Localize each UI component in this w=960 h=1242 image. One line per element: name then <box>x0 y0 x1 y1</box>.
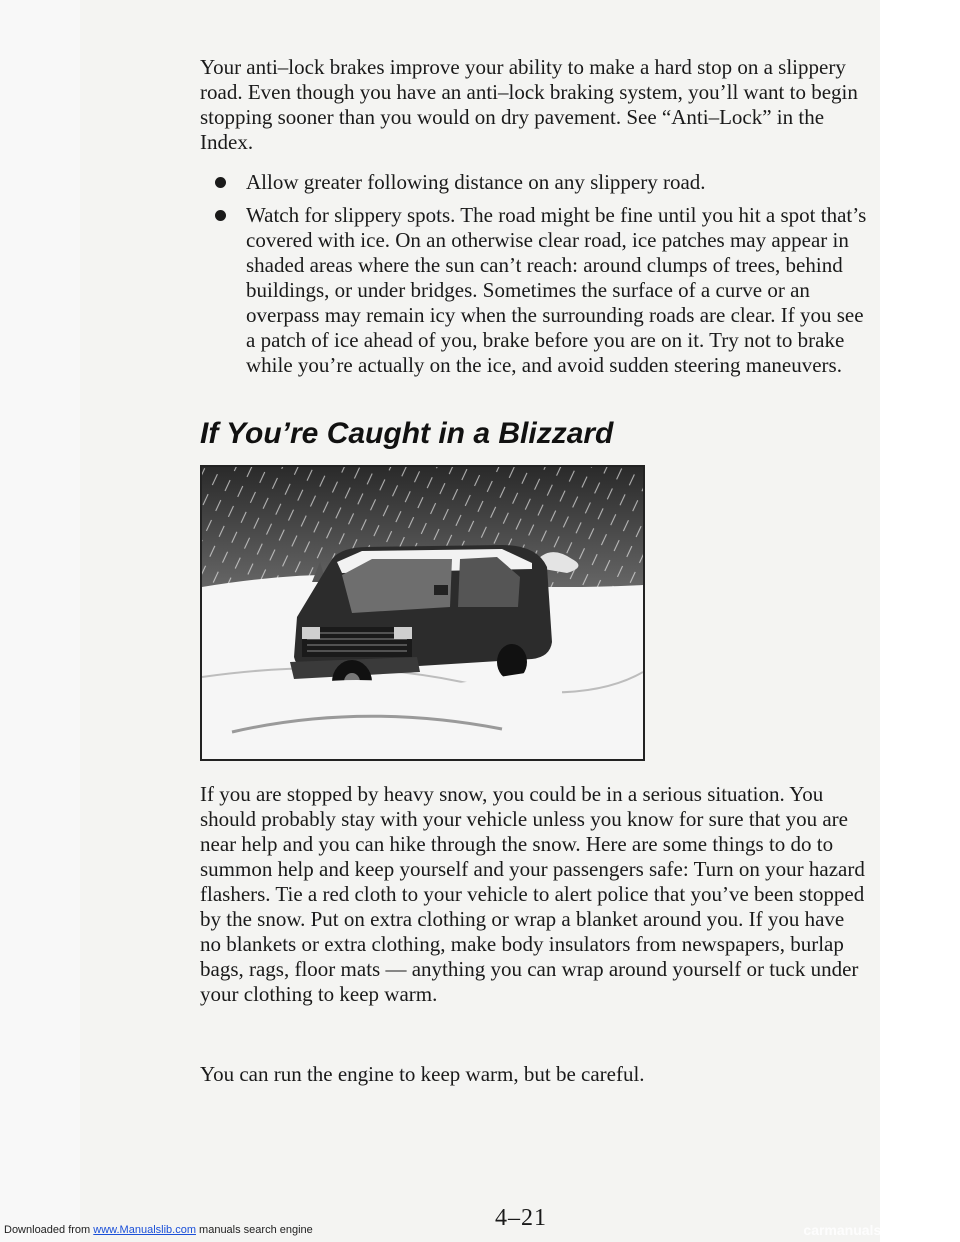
blizzard-paragraph: If you are stopped by heavy snow, you could be in a serious situation. You should probably stay with your vehicle unless you know for sure that you are near help and you can hike through the snow. Here are some things to do to summon help and keep yourself and your passengers safe: Turn on your hazard flashers. Tie a red cloth to your vehicle to alert police that you’ve been stopped by the snow. Put on extra clothing or wrap a blanket around you. If you have no blankets or extra clothing, make body insulators from newspapers, burlap bags, rags, floor mats — anything you can wrap around yourself or tuck under your clothing to keep warm. <box>200 782 865 1006</box>
engine-warning-paragraph: You can run the engine to keep warm, but be careful. <box>200 1062 645 1086</box>
bullet-icon <box>215 210 226 221</box>
watermark: carmanualsonline.info <box>803 1222 952 1238</box>
bullet-list <box>215 170 875 386</box>
footer-prefix: Downloaded from <box>4 1224 94 1236</box>
bullet-text: Allow greater following distance on any slippery road. <box>246 170 706 194</box>
list-item <box>215 170 875 195</box>
snowbound-van-drawing <box>202 467 643 759</box>
manualslib-link[interactable]: www.Manualslib.com <box>93 1224 196 1236</box>
blizzard-van-illustration <box>200 465 645 761</box>
bullet-text: Watch for slippery spots. The road might be fine until you hit a spot that’s covered with ice. On an otherwise clear road, ice patches may appear in shaded areas where the sun can’t reach: around clumps of trees, behind buildings, or under bridges. Sometimes the surface of a curve or an overpass may remain icy when the surrounding roads are clear. If you see a patch of ice ahead of you, brake before you are on it. Try not to brake while you’re actually on the ice, and avoid sudden steering maneuvers. <box>246 203 867 377</box>
download-footer <box>4 1224 313 1236</box>
intro-paragraph: Your anti–lock brakes improve your ability to make a hard stop on a slippery road. Even though you have an anti–lock braking system, you’ll want to begin stopping sooner than you would on dry pavement. See “Anti–Lock” in the Index. <box>200 55 858 154</box>
section-heading: If You’re Caught in a Blizzard <box>200 417 614 450</box>
list-item <box>215 203 875 378</box>
bullet-icon <box>215 177 226 188</box>
footer-suffix: manuals search engine <box>195 1224 313 1236</box>
left-margin <box>0 0 80 1242</box>
page-number: 4–21 <box>495 1205 547 1231</box>
